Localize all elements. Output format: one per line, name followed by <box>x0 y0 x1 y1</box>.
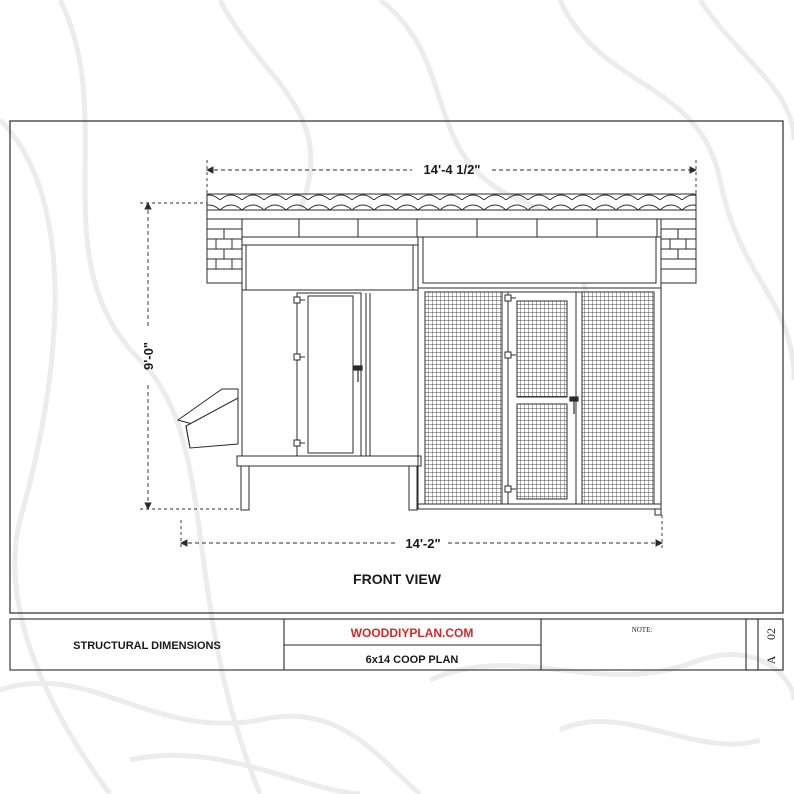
sheet-number: 02 <box>764 628 778 640</box>
run-header-panel <box>423 237 656 283</box>
run-door-mesh-bottom <box>517 404 567 499</box>
coop-upper-panel <box>246 245 413 290</box>
roof-left-end <box>207 219 242 283</box>
note-label: NOTE: <box>631 626 653 634</box>
sheet-letter: A <box>764 655 778 665</box>
coop-house <box>237 237 421 510</box>
dimension-left-label: 9'-0" <box>141 341 156 371</box>
roof-shingles <box>207 194 696 210</box>
roof-right-end <box>661 219 696 283</box>
view-title: FRONT VIEW <box>353 571 441 587</box>
coop-header-beam <box>242 237 418 245</box>
run-enclosure <box>418 237 661 515</box>
run-mesh-right <box>582 292 654 504</box>
coop-door-panel <box>308 296 353 453</box>
plan-name: 6x14 COOP PLAN <box>365 654 459 666</box>
roof-purlins <box>207 219 696 237</box>
coop-sill <box>237 456 421 466</box>
coop-leg-right <box>409 466 417 510</box>
roof-fascia <box>207 210 696 219</box>
sheet-title: STRUCTURAL DIMENSIONS <box>73 640 221 652</box>
run-door-mesh-top <box>517 301 567 397</box>
nesting-box <box>178 389 238 448</box>
dimension-top-label: 14'-4 1/2" <box>423 162 481 177</box>
coop-leg-left <box>241 466 249 510</box>
run-mesh-left <box>425 292 502 504</box>
run-post-left <box>502 292 508 504</box>
run-leg-right <box>655 509 661 515</box>
dimension-bottom-label: 14'-2" <box>405 536 441 551</box>
website-link[interactable]: WOODDIYPLAN.COM <box>350 626 474 640</box>
